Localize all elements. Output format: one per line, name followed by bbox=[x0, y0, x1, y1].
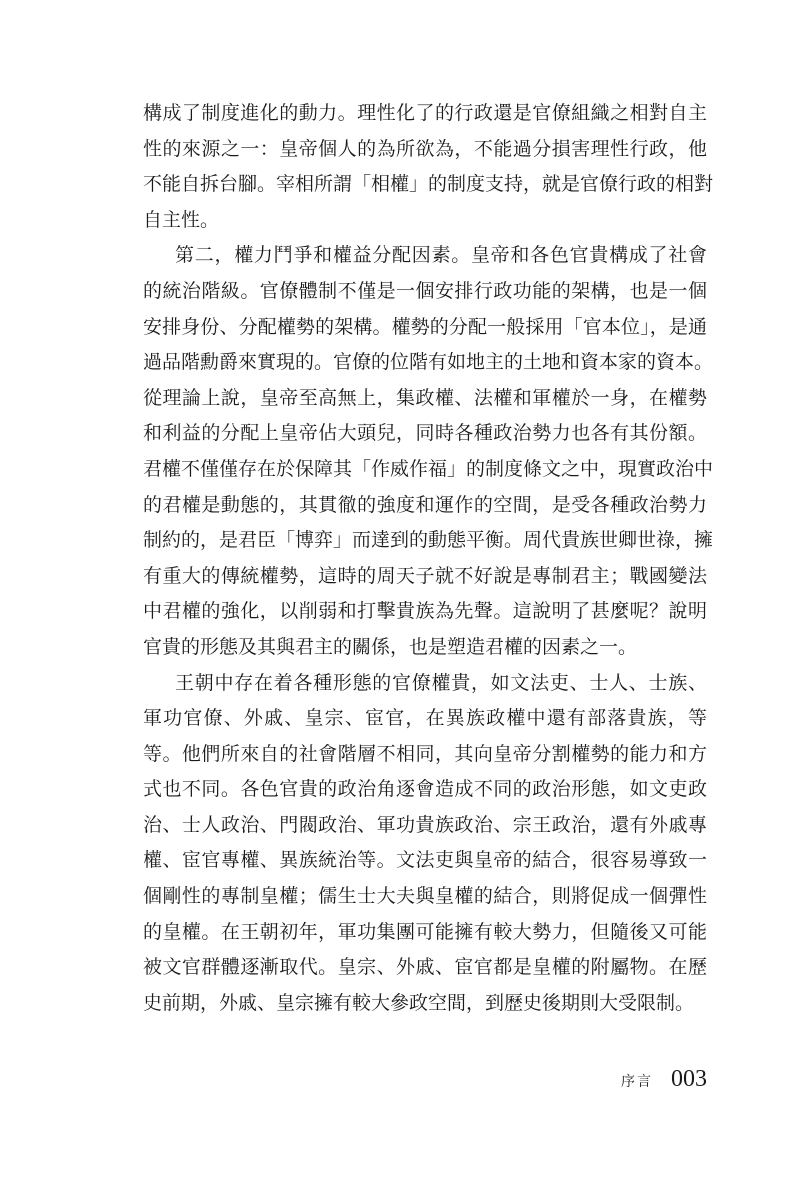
text-line: 和利益的分配上皇帝佔大頭兒，同時各種政治勢力也各有其份額。 bbox=[143, 422, 707, 445]
text-line: 官貴的形態及其與君主的關係，也是塑造君權的因素之一。 bbox=[143, 635, 638, 658]
running-section-title: 序言 bbox=[621, 1074, 653, 1090]
text-line: 的統治階級。官僚體制不僅是一個安排行政功能的架構，也是一個 bbox=[143, 279, 707, 302]
text-line: 第二，權力鬥爭和權益分配因素。皇帝和各色官貴構成了社會 bbox=[175, 244, 707, 267]
text-line: 構成了制度進化的動力。理性化了的行政還是官僚組織之相對自主 bbox=[143, 102, 707, 124]
page-footer bbox=[600, 1066, 707, 1093]
text-line: 軍功官僚、外戚、皇宗、宦官，在異族政權中還有部落貴族，等 bbox=[143, 707, 707, 730]
text-line: 不能自拆台腳。宰相所謂「相權」的制度支持，就是官僚行政的相對 bbox=[143, 173, 714, 196]
text-line: 被文官群體逐漸取代。皇宗、外戚、宦官都是皇權的附屬物。在歷 bbox=[143, 956, 707, 979]
body-text bbox=[143, 96, 714, 1021]
text-line: 權、宦官專權、異族統治等。文法吏與皇帝的結合，很容易導致一 bbox=[143, 849, 707, 872]
page-number: 003 bbox=[671, 1066, 707, 1092]
text-line: 有重大的傳統權勢，這時的周天子就不好說是專制君主；戰國變法 bbox=[143, 564, 707, 587]
text-line: 中君權的強化，以削弱和打擊貴族為先聲。這說明了甚麼呢？說明 bbox=[143, 600, 707, 623]
text-line: 制約的，是君臣「博弈」而達到的動態平衡。周代貴族世卿世祿，擁 bbox=[143, 529, 714, 552]
text-line: 等。他們所來自的社會階層不相同，其向皇帝分割權勢的能力和方 bbox=[143, 742, 707, 765]
text-line: 治、士人政治、門閥政治、軍功貴族政治、宗王政治，還有外戚專 bbox=[143, 813, 707, 836]
text-line: 個剛性的專制皇權；儒生士大夫與皇權的結合，則將促成一個彈性 bbox=[143, 885, 707, 908]
text-line: 過品階勳爵來實現的。官僚的位階有如地主的土地和資本家的資本。 bbox=[143, 351, 714, 374]
text-line: 安排身份、分配權勢的架構。權勢的分配一般採用「官本位」，是通 bbox=[143, 315, 707, 338]
paragraph bbox=[143, 666, 707, 1022]
paragraph bbox=[143, 238, 714, 665]
text-line: 的皇權。在王朝初年，軍功集團可能擁有較大勢力，但隨後又可能 bbox=[143, 920, 707, 943]
text-line: 史前期，外戚、皇宗擁有較大參政空間，到歷史後期則大受限制。 bbox=[143, 991, 695, 1014]
text-line: 從理論上說，皇帝至高無上，集政權、法權和軍權於一身，在權勢 bbox=[143, 386, 707, 409]
text-line: 王朝中存在着各種形態的官僚權貴，如文法吏、士人、士族、 bbox=[175, 671, 707, 694]
text-line: 君權不僅僅存在於保障其「作威作福」的制度條文之中，現實政治中 bbox=[143, 457, 714, 480]
text-line: 式也不同。各色官貴的政治角逐會造成不同的政治形態，如文吏政 bbox=[143, 778, 707, 801]
paragraph bbox=[143, 96, 714, 238]
text-line: 的君權是動態的，其貫徹的強度和運作的空間，是受各種政治勢力 bbox=[143, 493, 707, 516]
text-line: 性的來源之一：皇帝個人的為所欲為，不能過分損害理性行政，他 bbox=[143, 137, 707, 160]
text-line: 自主性。 bbox=[143, 208, 220, 231]
